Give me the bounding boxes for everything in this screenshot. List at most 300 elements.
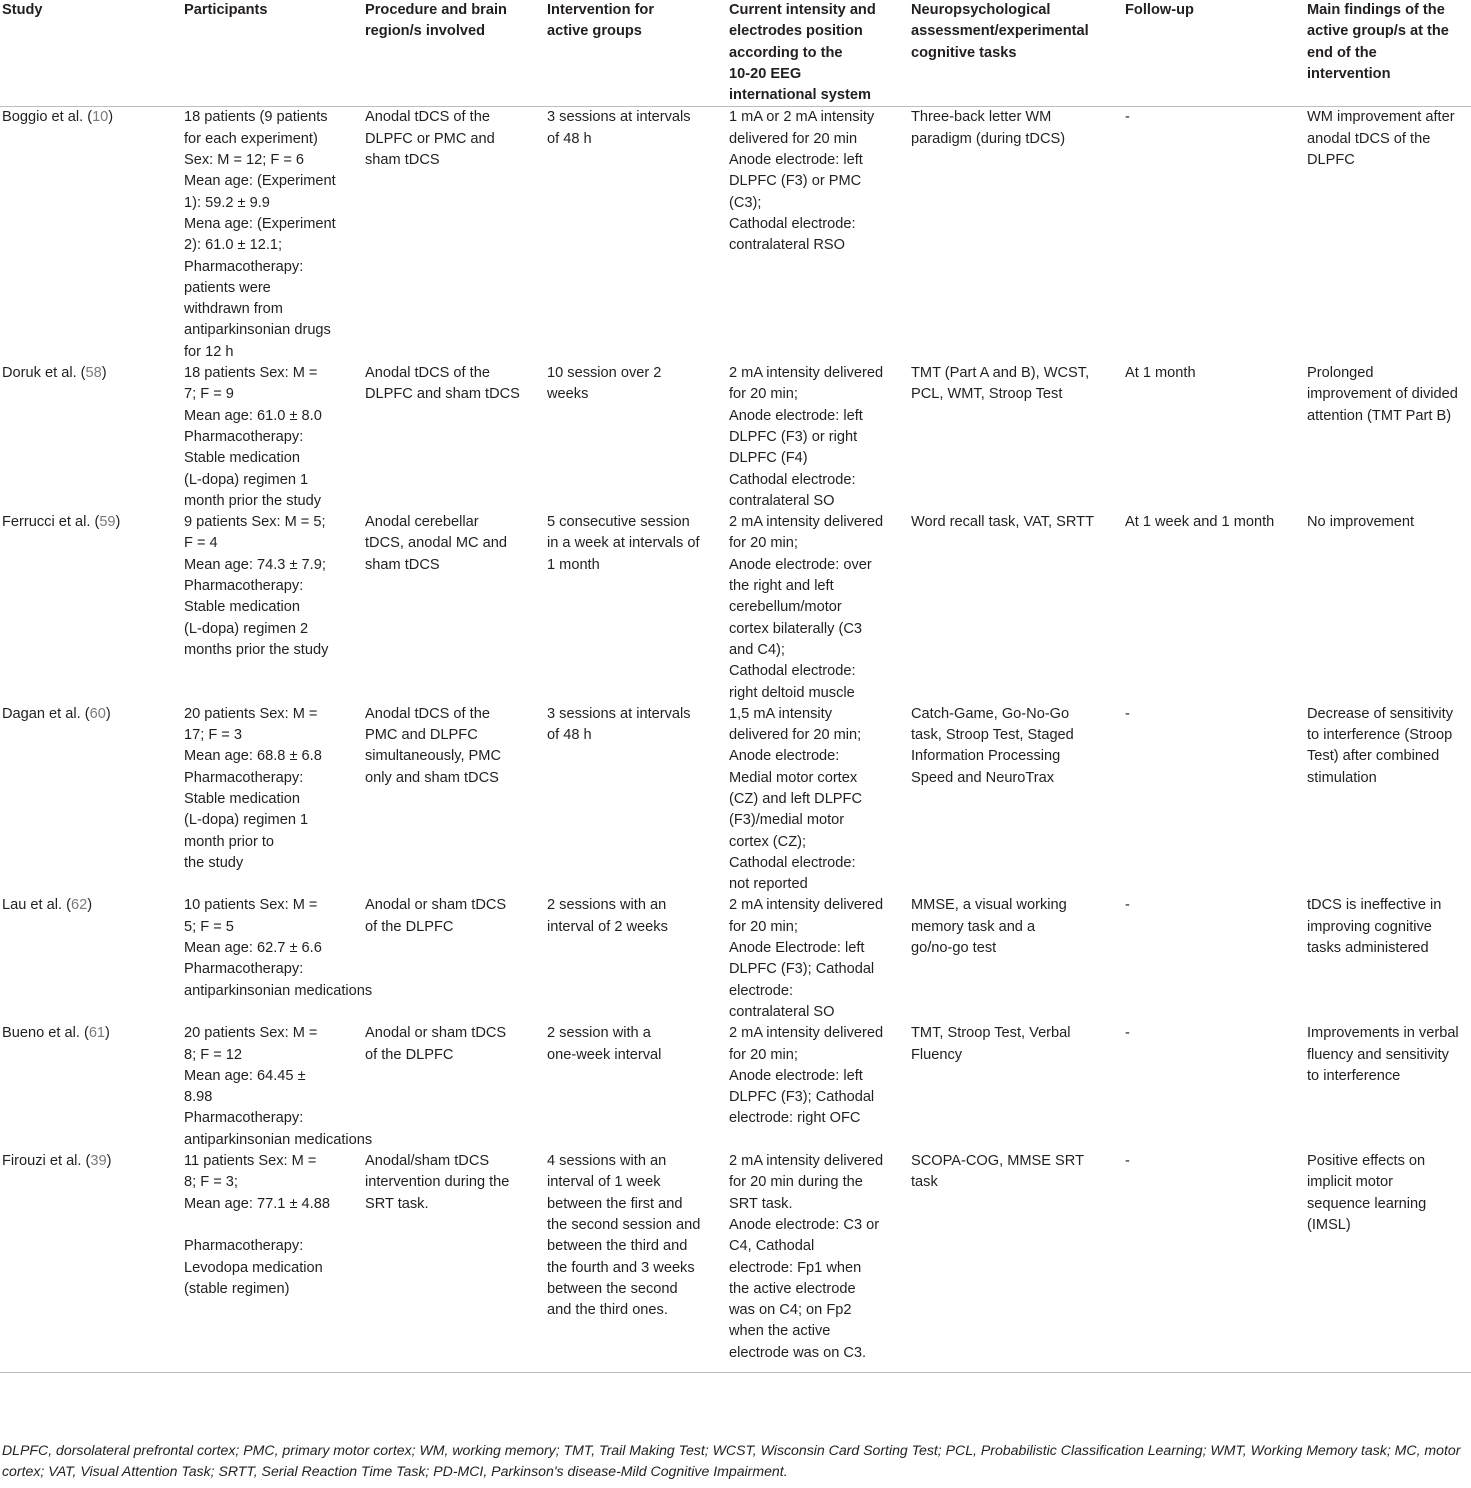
header-intervention — [547, 0, 729, 107]
cell-main-findings — [1307, 107, 1471, 363]
cell-neuropsychological-assessment — [911, 1151, 1125, 1372]
cell-main-findings-line: Prolonged — [1307, 365, 1374, 382]
cell-main-findings — [1307, 512, 1471, 704]
cell-participants-line: Stable medication — [184, 599, 301, 616]
cell-participants-line: 7; F = 9 — [184, 386, 234, 403]
table-row — [0, 107, 1471, 363]
cell-participants-line: Mean age: 68.8 ± 6.8 — [184, 748, 322, 765]
cell-participants-line: Pharmacotherapy: — [184, 961, 304, 978]
cell-follow-up-line: - — [1125, 1025, 1130, 1042]
cell-participants-line: Pharmacotherapy: — [184, 258, 304, 275]
cell-neuropsychological-assessment-line: Word recall task, VAT, SRTT — [911, 514, 1095, 531]
cell-participants-line: antiparkinsonian medications — [184, 982, 373, 999]
cell-participants — [184, 1151, 365, 1372]
cell-procedure-line: of the DLPFC — [365, 918, 454, 935]
cell-participants-line: Sex: M = 12; F = 6 — [184, 152, 305, 169]
cell-neuropsychological-assessment-line: Three-back letter WM — [911, 109, 1052, 126]
cell-participants-line: antiparkinsonian medications — [184, 1131, 373, 1148]
cell-current-intensity-line: contralateral SO — [729, 1003, 835, 1020]
cell-procedure — [365, 1151, 547, 1372]
study-author: Dagan et al. ( — [2, 705, 90, 722]
table-row — [0, 363, 1471, 512]
cell-neuropsychological-assessment — [911, 363, 1125, 512]
cell-current-intensity-line: Cathodal electrode: — [729, 663, 856, 680]
cell-main-findings-line: tasks administered — [1307, 940, 1429, 957]
cell-participants-line: month prior the study — [184, 492, 322, 509]
cell-main-findings-line: No improvement — [1307, 514, 1415, 531]
cell-intervention-line: between the first and — [547, 1195, 683, 1212]
cell-neuropsychological-assessment-line: Catch-Game, Go-No-Go — [911, 705, 1070, 722]
cell-main-findings-line: sequence learning — [1307, 1195, 1427, 1212]
cell-main-findings-line: (IMSL) — [1307, 1216, 1351, 1233]
cell-current-intensity-line: and C4); — [729, 641, 785, 658]
cell-participants-line: Pharmacotherapy: — [184, 1238, 304, 1255]
cell-procedure-line: of the DLPFC — [365, 1046, 454, 1063]
cell-procedure-line: intervention during the — [365, 1174, 510, 1191]
cell-procedure — [365, 512, 547, 704]
cell-current-intensity-line: when the active — [729, 1323, 831, 1340]
cell-participants-line — [184, 1215, 365, 1236]
cell-intervention-line: the fourth and 3 weeks — [547, 1259, 695, 1276]
cell-main-findings-line: improvement of divided — [1307, 386, 1458, 403]
cell-participants — [184, 363, 365, 512]
cell-intervention — [547, 895, 729, 1023]
cell-current-intensity-line: electrode was on C3. — [729, 1344, 867, 1361]
cell-current-intensity-line: 2 mA intensity delivered — [729, 365, 884, 382]
cell-participants-line: Pharmacotherapy: — [184, 1110, 304, 1127]
cell-intervention — [547, 1151, 729, 1372]
cell-intervention-line: 5 consecutive session — [547, 514, 690, 531]
cell-neuropsychological-assessment-line: Information Processing — [911, 748, 1061, 765]
cell-main-findings-line: fluency and sensitivity — [1307, 1046, 1449, 1063]
cell-study — [0, 107, 184, 363]
cell-main-findings — [1307, 1023, 1471, 1151]
cell-procedure-line: tDCS, anodal MC and — [365, 535, 507, 552]
cell-intervention-line: 3 sessions at intervals — [547, 705, 691, 722]
cell-procedure-line: sham tDCS — [365, 556, 440, 573]
cell-follow-up — [1125, 704, 1307, 896]
cell-participants-line: 11 patients Sex: M = — [184, 1153, 317, 1170]
cell-neuropsychological-assessment-line: Speed and NeuroTrax — [911, 769, 1055, 786]
cell-procedure-line: SRT task. — [365, 1195, 429, 1212]
cell-current-intensity — [729, 1151, 911, 1372]
cell-intervention — [547, 512, 729, 704]
header-neuropsychological-assessment-line: cognitive tasks — [911, 44, 1017, 61]
cell-current-intensity-line: for 20 min; — [729, 535, 798, 552]
cell-participants — [184, 512, 365, 704]
header-procedure-line: region/s involved — [365, 23, 486, 40]
cell-participants-line: (L-dopa) regimen 1 — [184, 471, 309, 488]
cell-current-intensity-line: the right and left — [729, 578, 834, 595]
cell-intervention-line: 1 month — [547, 556, 600, 573]
cell-procedure-line: DLPFC and sham tDCS — [365, 386, 520, 403]
cell-participants-line: 10 patients Sex: M = — [184, 897, 318, 914]
cell-procedure — [365, 107, 547, 363]
cell-participants-line: F = 4 — [184, 535, 218, 552]
study-close-paren: ) — [105, 1025, 110, 1042]
cell-main-findings-line: improving cognitive — [1307, 918, 1432, 935]
cell-current-intensity-line: Anode electrode: C3 or — [729, 1216, 880, 1233]
footnote-line: cortex; VAT, Visual Attention Task; SRTT, Serial Reaction Time Task; PD-MCI, Parkinson's disease-Mild Cognitive Impairment. — [2, 1463, 788, 1480]
cell-participants-line: Levodopa medication — [184, 1259, 323, 1276]
cell-current-intensity-line: DLPFC (F4) — [729, 450, 808, 467]
cell-participants-line: withdrawn from — [184, 301, 283, 318]
cell-participants — [184, 107, 365, 363]
header-study — [0, 0, 184, 107]
cell-current-intensity-line: Cathodal electrode: — [729, 854, 856, 871]
cell-intervention-line: of 48 h — [547, 727, 592, 744]
cell-current-intensity-line: contralateral SO — [729, 492, 835, 509]
cell-current-intensity-line: the active electrode — [729, 1280, 856, 1297]
reference-link[interactable]: 62 — [70, 897, 88, 914]
cell-current-intensity-line: electrode: right OFC — [729, 1110, 861, 1127]
cell-procedure-line: Anodal tDCS of the — [365, 365, 490, 382]
header-row — [0, 0, 1471, 107]
cell-follow-up — [1125, 895, 1307, 1023]
cell-intervention-line: interval of 1 week — [547, 1174, 661, 1191]
cell-neuropsychological-assessment-line: SCOPA-COG, MMSE SRT — [911, 1153, 1084, 1170]
cell-current-intensity-line: 1 mA or 2 mA intensity — [729, 109, 875, 126]
cell-current-intensity-line: was on C4; on Fp2 — [729, 1302, 852, 1319]
cell-intervention — [547, 704, 729, 896]
cell-current-intensity-line: SRT task. — [729, 1195, 793, 1212]
cell-main-findings-line: Positive effects on — [1307, 1153, 1426, 1170]
cell-procedure — [365, 363, 547, 512]
cell-current-intensity — [729, 107, 911, 363]
cell-current-intensity-line: Cathodal electrode: — [729, 215, 856, 232]
cell-participants-line: for 12 h — [184, 343, 234, 360]
cell-neuropsychological-assessment-line: memory task and a — [911, 918, 1036, 935]
cell-current-intensity-line: Anode electrode: — [729, 748, 840, 765]
cell-participants-line: Mean age: 61.0 ± 8.0 — [184, 407, 322, 424]
cell-participants-line: Pharmacotherapy: — [184, 769, 304, 786]
cell-intervention-line: the second session and — [547, 1216, 701, 1233]
cell-participants-line: Mean age: 64.45 ± — [184, 1067, 306, 1084]
cell-main-findings-line: to interference — [1307, 1067, 1401, 1084]
cell-neuropsychological-assessment-line: Fluency — [911, 1046, 963, 1063]
footnote-line: DLPFC, dorsolateral prefrontal cortex; PMC, primary motor cortex; WM, working memory; TMT, Trail Making Test; WCST, Wisconsin Card Sorting Test; PCL, Probabilistic Classification Learning; WMT, Working Memory task; MC, motor — [2, 1442, 1461, 1458]
cell-study — [0, 363, 184, 512]
cell-current-intensity-line: contralateral RSO — [729, 237, 845, 254]
cell-neuropsychological-assessment-line: go/no-go test — [911, 940, 997, 957]
cell-procedure-line: simultaneously, PMC — [365, 748, 501, 765]
cell-participants-line: 17; F = 3 — [184, 727, 243, 744]
cell-current-intensity-line: cerebellum/motor — [729, 599, 842, 616]
cell-participants-line: 8.98 — [184, 1089, 213, 1106]
cell-participants-line: 8; F = 3; — [184, 1174, 238, 1191]
header-current-intensity — [729, 0, 911, 107]
cell-current-intensity-line: cortex bilaterally (C3 — [729, 620, 863, 637]
cell-main-findings-line: Decrease of sensitivity — [1307, 705, 1453, 722]
cell-main-findings-line: tDCS is ineffective in — [1307, 897, 1442, 914]
table-row — [0, 1151, 1471, 1372]
cell-participants-line: patients were — [184, 279, 271, 296]
cell-neuropsychological-assessment-line: MMSE, a visual working — [911, 897, 1067, 914]
cell-current-intensity-line: 2 mA intensity delivered — [729, 897, 884, 914]
cell-current-intensity-line: electrode: Fp1 when — [729, 1259, 862, 1276]
cell-follow-up-line: - — [1125, 1153, 1130, 1170]
reference-link[interactable]: 59 — [99, 514, 116, 531]
cell-current-intensity-line: (C3); — [729, 194, 762, 211]
cell-participants-line: 5; F = 5 — [184, 918, 234, 935]
cell-neuropsychological-assessment-line: TMT (Part A and B), WCST, — [911, 365, 1090, 382]
cell-neuropsychological-assessment-line: task — [911, 1174, 938, 1191]
cell-main-findings — [1307, 895, 1471, 1023]
cell-neuropsychological-assessment-line: TMT, Stroop Test, Verbal — [911, 1025, 1071, 1042]
cell-neuropsychological-assessment — [911, 1023, 1125, 1151]
cell-participants-line: Stable medication — [184, 450, 301, 467]
cell-current-intensity-line: for 20 min during the — [729, 1174, 863, 1191]
cell-study — [0, 1151, 184, 1372]
cell-follow-up-line: - — [1125, 109, 1130, 126]
cell-current-intensity — [729, 1023, 911, 1151]
cell-neuropsychological-assessment-line: task, Stroop Test, Staged — [911, 727, 1074, 744]
cell-current-intensity-line: 2 mA intensity delivered — [729, 1153, 884, 1170]
cell-participants-line: Mena age: (Experiment — [184, 215, 336, 232]
cell-study — [0, 895, 184, 1023]
cell-current-intensity-line: 2 mA intensity delivered — [729, 1025, 884, 1042]
cell-intervention-line: 2 session with a — [547, 1025, 651, 1042]
cell-procedure-line: Anodal or sham tDCS — [365, 1025, 507, 1042]
header-main-findings — [1307, 0, 1471, 107]
cell-procedure — [365, 895, 547, 1023]
cell-intervention-line: of 48 h — [547, 130, 592, 147]
cell-follow-up-line: At 1 month — [1125, 365, 1196, 382]
cell-neuropsychological-assessment — [911, 704, 1125, 896]
cell-main-findings — [1307, 1151, 1471, 1372]
cell-current-intensity — [729, 363, 911, 512]
header-participants — [184, 0, 365, 107]
reference-link[interactable]: 10 — [92, 109, 109, 126]
cell-intervention-line: weeks — [547, 386, 589, 403]
cell-procedure-line: sham tDCS — [365, 152, 440, 169]
study-close-paren: ) — [87, 897, 93, 914]
cell-current-intensity-line: right deltoid muscle — [729, 684, 855, 701]
cell-current-intensity-line: Anode electrode: left — [729, 152, 863, 169]
header-follow-up — [1125, 0, 1307, 107]
cell-participants-line: 2): 61.0 ± 12.1; — [184, 237, 283, 254]
table-header — [0, 0, 1471, 107]
cell-intervention-line: 10 session over 2 — [547, 365, 662, 382]
header-participants-line: Participants — [184, 2, 268, 18]
header-procedure — [365, 0, 547, 107]
study-author: Boggio et al. ( — [2, 109, 93, 126]
cell-participants-line: Pharmacotherapy: — [184, 578, 304, 595]
cell-participants-line: the study — [184, 854, 244, 871]
study-author: Ferrucci et al. ( — [2, 514, 100, 531]
cell-current-intensity-line: not reported — [729, 876, 808, 893]
cell-participants-line: antiparkinsonian drugs — [184, 322, 331, 339]
cell-study — [0, 512, 184, 704]
cell-intervention-line: between the second — [547, 1280, 678, 1297]
cell-procedure-line: Anodal tDCS of the — [365, 705, 490, 722]
cell-current-intensity-line: DLPFC (F3); Cathodal — [729, 1089, 875, 1106]
cell-current-intensity-line: for 20 min; — [729, 386, 798, 403]
cell-intervention-line: 3 sessions at intervals — [547, 109, 691, 126]
table-row — [0, 895, 1471, 1023]
header-neuropsychological-assessment-line: Neuropsychological — [911, 2, 1051, 18]
header-current-intensity-line: 10-20 EEG — [729, 65, 802, 82]
reference-link[interactable]: 58 — [85, 365, 102, 382]
cell-participants-line: 20 patients Sex: M = — [184, 1025, 318, 1042]
table-footnote — [2, 1440, 1462, 1483]
cell-neuropsychological-assessment — [911, 895, 1125, 1023]
cell-intervention-line: interval of 2 weeks — [547, 918, 668, 935]
cell-participants-line: (L-dopa) regimen 1 — [184, 812, 309, 829]
cell-main-findings-line: WM improvement after — [1307, 109, 1455, 126]
reference-link[interactable]: 39 — [90, 1153, 107, 1170]
cell-procedure-line: Anodal tDCS of the — [365, 109, 490, 126]
header-main-findings-line: Main findings of the — [1307, 2, 1445, 18]
cell-current-intensity-line: delivered for 20 min — [729, 130, 858, 147]
cell-participants-line: months prior the study — [184, 641, 329, 658]
cell-participants-line: Mean age: 74.3 ± 7.9; — [184, 556, 326, 573]
reference-link[interactable]: 61 — [88, 1025, 106, 1042]
cell-follow-up — [1125, 512, 1307, 704]
cell-participants-line: (L-dopa) regimen 2 — [184, 620, 309, 637]
study-author: Bueno et al. ( — [2, 1025, 89, 1042]
cell-current-intensity-line: DLPFC (F3); Cathodal — [729, 961, 875, 978]
study-close-paren: ) — [115, 514, 121, 531]
cell-intervention-line: between the third and — [547, 1238, 688, 1255]
cell-current-intensity — [729, 512, 911, 704]
cell-participants-line: for each experiment) — [184, 130, 318, 147]
cell-procedure-line: Anodal cerebellar — [365, 514, 479, 531]
cell-intervention — [547, 107, 729, 363]
cell-intervention-line: 2 sessions with an — [547, 897, 667, 914]
cell-current-intensity-line: (CZ) and left DLPFC — [729, 790, 862, 807]
cell-intervention-line: one-week interval — [547, 1046, 662, 1063]
cell-participants-line: 18 patients (9 patients — [184, 109, 328, 126]
cell-follow-up — [1125, 1023, 1307, 1151]
cell-follow-up — [1125, 1151, 1307, 1372]
cell-procedure-line: PMC and DLPFC — [365, 727, 478, 744]
table-row — [0, 1023, 1471, 1151]
cell-current-intensity-line: 1,5 mA intensity — [729, 705, 833, 722]
cell-participants-line: 9 patients Sex: M = 5; — [184, 514, 326, 531]
header-main-findings-line: active group/s at the — [1307, 23, 1449, 40]
cell-study — [0, 1023, 184, 1151]
cell-main-findings-line: to interference (Stroop — [1307, 727, 1453, 744]
header-current-intensity-line: international system — [729, 87, 871, 104]
cell-participants-line: Pharmacotherapy: — [184, 428, 304, 445]
cell-current-intensity-line: for 20 min; — [729, 918, 798, 935]
table-row — [0, 512, 1471, 704]
header-intervention-line: Intervention for — [547, 2, 655, 18]
cell-participants-line: Mean age: 62.7 ± 6.6 — [184, 940, 322, 957]
cell-intervention-line: 4 sessions with an — [547, 1153, 667, 1170]
cell-procedure-line: Anodal/sham tDCS — [365, 1153, 490, 1170]
header-intervention-line: active groups — [547, 23, 642, 40]
cell-current-intensity-line: Anode electrode: over — [729, 556, 872, 573]
table-row — [0, 704, 1471, 896]
cell-follow-up — [1125, 107, 1307, 363]
cell-procedure-line: DLPFC or PMC and — [365, 130, 495, 147]
cell-main-findings-line: Test) after combined — [1307, 748, 1440, 765]
cell-current-intensity-line: for 20 min; — [729, 1046, 798, 1063]
header-current-intensity-line: Current intensity and — [729, 2, 876, 18]
cell-current-intensity-line: 2 mA intensity delivered — [729, 514, 884, 531]
study-author: Doruk et al. ( — [2, 365, 86, 382]
cell-procedure — [365, 1023, 547, 1151]
reference-link[interactable]: 60 — [89, 705, 106, 722]
cell-current-intensity-line: Cathodal electrode: — [729, 471, 856, 488]
cell-participants-line: 18 patients Sex: M = — [184, 365, 318, 382]
cell-participants-line: 8; F = 12 — [184, 1046, 243, 1063]
cell-current-intensity-line: delivered for 20 min; — [729, 727, 862, 744]
cell-main-findings-line: anodal tDCS of the — [1307, 130, 1431, 147]
cell-neuropsychological-assessment-line: paradigm (during tDCS) — [911, 130, 1066, 147]
cell-study — [0, 704, 184, 896]
study-author: Firouzi et al. ( — [2, 1153, 91, 1170]
header-study-line: Study — [2, 2, 43, 18]
cell-current-intensity-line: Anode electrode: left — [729, 1067, 863, 1084]
study-close-paren: ) — [101, 365, 107, 382]
cell-follow-up-line: - — [1125, 897, 1130, 914]
cell-current-intensity-line: Anode electrode: left — [729, 407, 863, 424]
study-close-paren: ) — [106, 1153, 112, 1170]
cell-main-findings — [1307, 704, 1471, 896]
cell-main-findings — [1307, 363, 1471, 512]
table-body — [0, 107, 1471, 1373]
cell-current-intensity — [729, 704, 911, 896]
cell-current-intensity-line: Anode Electrode: left — [729, 940, 865, 957]
study-close-paren: ) — [105, 705, 111, 722]
cell-neuropsychological-assessment-line: PCL, WMT, Stroop Test — [911, 386, 1063, 403]
cell-main-findings-line: DLPFC — [1307, 152, 1355, 169]
header-procedure-line: Procedure and brain — [365, 2, 507, 18]
cell-current-intensity-line: C4, Cathodal — [729, 1238, 815, 1255]
cell-main-findings-line: Improvements in verbal — [1307, 1025, 1459, 1042]
cell-intervention — [547, 363, 729, 512]
cell-neuropsychological-assessment — [911, 512, 1125, 704]
cell-participants-line: month prior to — [184, 833, 275, 850]
cell-neuropsychological-assessment — [911, 107, 1125, 363]
cell-procedure — [365, 704, 547, 896]
cell-main-findings-line: attention (TMT Part B) — [1307, 407, 1452, 424]
cell-participants-line: Stable medication — [184, 790, 301, 807]
cell-main-findings-line: stimulation — [1307, 769, 1377, 786]
cell-participants — [184, 895, 373, 1023]
header-main-findings-line: intervention — [1307, 65, 1391, 82]
cell-follow-up-line: - — [1125, 705, 1130, 722]
cell-follow-up-line: At 1 week and 1 month — [1125, 514, 1275, 531]
cell-procedure-line: only and sham tDCS — [365, 769, 499, 786]
cell-participants-line: Mean age: 77.1 ± 4.88 — [184, 1195, 330, 1212]
header-neuropsychological-assessment-line: assessment/experimental — [911, 23, 1089, 40]
header-follow-up-line: Follow-up — [1125, 2, 1194, 18]
cell-current-intensity-line: cortex (CZ); — [729, 833, 807, 850]
cell-participants-line: (stable regimen) — [184, 1280, 290, 1297]
cell-participants-line: Mean age: (Experiment — [184, 173, 336, 190]
cell-participants-line: 1): 59.2 ± 9.9 — [184, 194, 270, 211]
cell-main-findings-line: implicit motor — [1307, 1174, 1393, 1191]
header-main-findings-line: end of the — [1307, 44, 1377, 61]
cell-intervention-line: in a week at intervals of — [547, 535, 700, 552]
cell-participants — [184, 704, 365, 896]
cell-participants-line: 20 patients Sex: M = — [184, 705, 318, 722]
cell-procedure-line: Anodal or sham tDCS — [365, 897, 507, 914]
study-author: Lau et al. ( — [2, 897, 71, 914]
study-close-paren: ) — [108, 109, 114, 126]
cell-intervention — [547, 1023, 729, 1151]
cell-current-intensity-line: DLPFC (F3) or right — [729, 428, 858, 445]
header-current-intensity-line: electrodes position — [729, 23, 863, 40]
header-neuropsychological-assessment — [911, 0, 1125, 107]
cell-participants — [184, 1023, 373, 1151]
header-current-intensity-line: according to the — [729, 44, 843, 61]
cell-current-intensity — [729, 895, 911, 1023]
